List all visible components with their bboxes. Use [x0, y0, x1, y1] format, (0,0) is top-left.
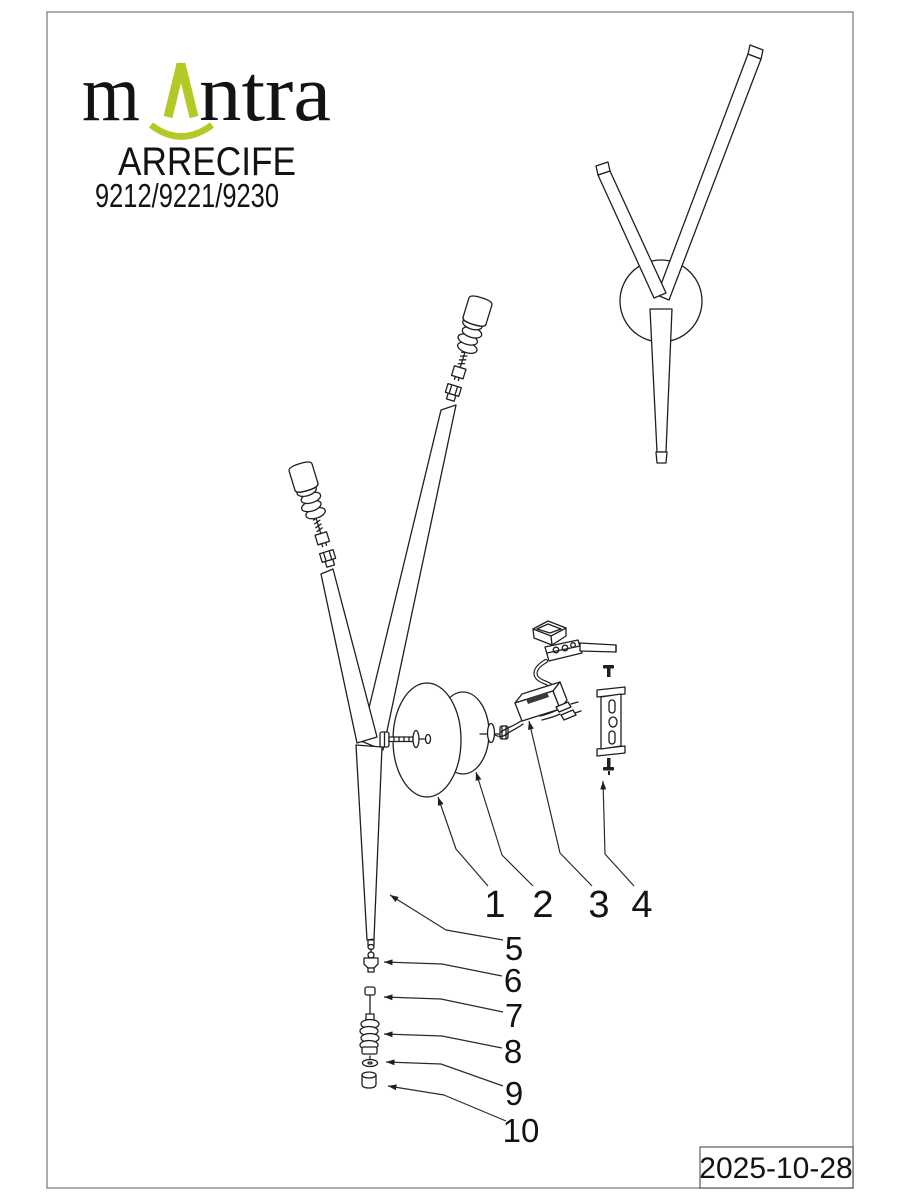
part-label-3: 3 [588, 884, 610, 926]
exploded-view [288, 294, 625, 1088]
leader-line-10 [388, 1086, 506, 1121]
leader-line-1 [438, 797, 488, 886]
terminal-block [545, 640, 582, 661]
leader-line-6 [384, 962, 502, 976]
part-label-6: 6 [503, 962, 523, 999]
arm-down-tip [656, 452, 667, 463]
body-arms [321, 405, 456, 950]
terminal-cover [533, 621, 566, 645]
spring-assembly-left [288, 460, 342, 569]
product-models: 9212/9221/9230 [95, 177, 279, 214]
canopy-axle-washer [488, 724, 495, 743]
part-label-7: 7 [504, 997, 524, 1034]
date-text: 2025-10-28 [699, 1152, 853, 1185]
part-label-10: 10 [502, 1112, 540, 1149]
part-label-4: 4 [631, 884, 653, 926]
date-box [699, 1147, 853, 1188]
product-name: ARRECIFE [118, 140, 296, 184]
leader-line-2 [476, 772, 533, 886]
driver-assembly [495, 621, 616, 736]
part-label-1: 1 [484, 884, 506, 926]
leader-line-7 [384, 997, 503, 1012]
part-label-8: 8 [503, 1033, 523, 1070]
part-labels [484, 884, 652, 1149]
leader-line-9 [386, 1062, 503, 1086]
leader-line-8 [384, 1034, 502, 1048]
part-label-9: 9 [504, 1075, 524, 1112]
part-8-spring [360, 1014, 379, 1054]
leader-line-3 [529, 721, 592, 886]
bottom-parts [360, 949, 379, 1088]
brand-wordmark-right: ntra [199, 50, 331, 138]
bracket-screw-bottom [603, 758, 614, 775]
part-label-5: 5 [504, 930, 524, 967]
bracket-screw-top [603, 665, 614, 677]
assembled-view [596, 45, 763, 463]
exploded-arm-left-tube [321, 569, 377, 743]
spring-assembly-right [439, 294, 493, 403]
logo-caret-icon [168, 64, 194, 117]
exploded-arm-lower-tube [356, 745, 382, 940]
brand-logo [82, 50, 331, 138]
part-10-cap [362, 1072, 376, 1088]
screw-washer [413, 731, 419, 748]
mains-cable [580, 643, 616, 652]
brand-wordmark-left: m [82, 50, 140, 138]
part-6-connector [364, 949, 378, 972]
part-7-rod [365, 987, 375, 1016]
arm-up-right [657, 54, 761, 300]
leader-line-4 [603, 781, 634, 886]
mounting-bracket [597, 665, 625, 775]
part-label-2: 2 [532, 884, 554, 926]
arm-down [650, 309, 672, 452]
part-9-washer [363, 1056, 378, 1067]
